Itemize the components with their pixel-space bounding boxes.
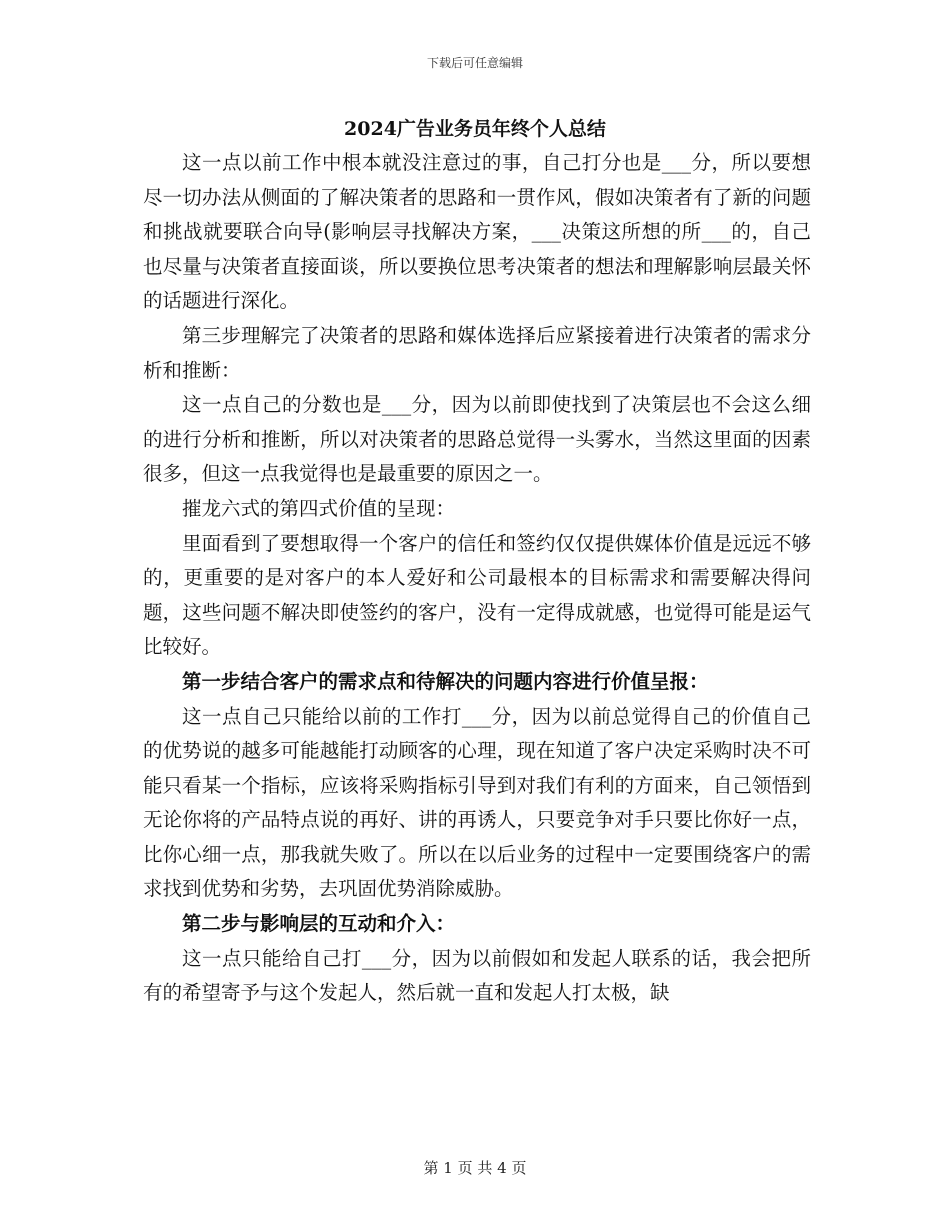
page-number-footer: 第 1 页 共 4 页 — [423, 1159, 527, 1177]
document-title: 2024广告业务员年终个人总结 — [344, 118, 606, 140]
header-note: 下载后可任意编辑 — [426, 56, 523, 70]
document-body — [143, 146, 811, 1011]
paragraph-6: 这一点自己只能给以前的工作打___分，因为以前总觉得自己的价值自己的优势说的越多可能越能打动顾客的心理，现在知道了客户决定采购时决不可能只看某一个指标，应该将采购指标引导到对我们有利的方面来，自己领悟到无论你将的产品特点说的再好、讲的再诱人，只要竞争对手只要比你好一点，比你心细一点，那我就失败了。所以在以后业务的过程中一定要围绕客户的需求找到优势和劣势，去巩固优势消除威胁。 — [143, 704, 811, 901]
section-heading-step-one: 第一步结合客户的需求点和待解决的问题内容进行价值呈报： — [182, 669, 709, 693]
paragraph-7: 这一点只能给自己打___分，因为以前假如和发起人联系的话，我会把所有的希望寄予与这个发起人，然后就一直和发起人打太极，缺 — [143, 946, 811, 1005]
paragraph-4: 摧龙六式的第四式价值的呈现： — [182, 496, 456, 520]
paragraph-5: 里面看到了要想取得一个客户的信任和签约仅仅提供媒体价值是远远不够的，更重要的是对客户的本人爱好和公司最根本的目标需求和需要解决得问题，这些问题不解决即使签约的客户，没有一定得成就感，也觉得可能是运气比较好。 — [143, 531, 811, 659]
paragraph-1: 这一点以前工作中根本就没注意过的事，自己打分也是___分，所以要想尽一切办法从侧面的了解决策者的思路和一贯作风，假如决策者有了新的问题和挑战就要联合向导(影响层寻找解决方案，___决策这所想的所___的，自己也尽量与决策者直接面谈，所以要换位思考决策者的想法和理解影响层最关怀的话题进行深化。 — [143, 151, 811, 313]
paragraph-2: 第三步理解完了决策者的思路和媒体选择后应紧接着进行决策者的需求分析和推断： — [143, 323, 811, 382]
section-heading-step-two: 第二步与影响层的互动和介入： — [182, 912, 456, 936]
paragraph-3: 这一点自己的分数也是___分，因为以前即使找到了决策层也不会这么细的进行分析和推断，所以对决策者的思路总觉得一头雾水，当然这里面的因素很多，但这一点我觉得也是最重要的原因之一。 — [143, 393, 811, 486]
